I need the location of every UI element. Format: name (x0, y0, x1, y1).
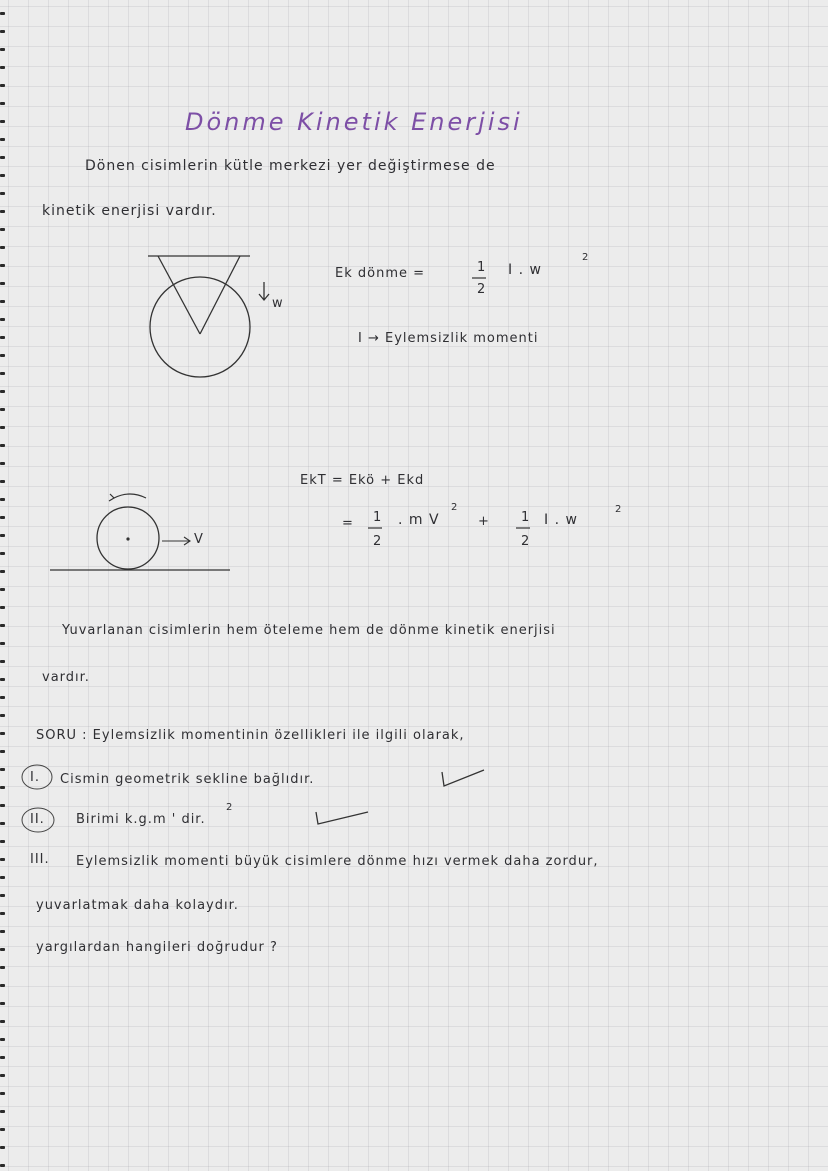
binding-hole (0, 174, 5, 177)
total-plus: + (478, 514, 490, 529)
item-2-number: II. (30, 812, 45, 827)
binding-hole (0, 246, 5, 249)
binding-hole (0, 1092, 5, 1095)
total-term2: I . w (544, 512, 578, 528)
item-2-text: Birimi k.g.m ' dir. (76, 812, 206, 827)
term2-exp: 2 (615, 504, 623, 515)
intro-line-2: kinetik enerjisi vardır. (42, 203, 217, 219)
formula-exp: 2 (582, 252, 590, 263)
item-1-text: Cismin geometrik sekline bağlıdır. (60, 772, 315, 787)
item-1-circle (20, 763, 54, 791)
binding-hole (0, 48, 5, 51)
term2-den: 2 (521, 534, 531, 549)
binding-hole (0, 66, 5, 69)
binding-hole (0, 804, 5, 807)
fraction-bar (472, 276, 488, 280)
binding-hole (0, 1128, 5, 1131)
binding-hole (0, 354, 5, 357)
binding-hole (0, 930, 5, 933)
binding-hole (0, 588, 5, 591)
velocity-label: V (194, 532, 204, 547)
binding-hole (0, 1020, 5, 1023)
binding-hole (0, 156, 5, 159)
term2-num: 1 (521, 510, 531, 525)
binding-hole (0, 822, 5, 825)
binding-hole (0, 912, 5, 915)
rolling-line-1: Yuvarlanan cisimlerin hem öteleme hem de dönme kinetik enerjisi (62, 623, 556, 638)
binding-hole (0, 678, 5, 681)
formula-rot-rhs: I . w (508, 262, 542, 278)
question-intro: SORU : Eylemsizlik momentinin özellikleri ile ilgili olarak, (36, 728, 465, 743)
binding-hole (0, 282, 5, 285)
binding-hole (0, 624, 5, 627)
total-term1: . m V (398, 512, 440, 528)
binding-hole (0, 768, 5, 771)
binding-hole (0, 1074, 5, 1077)
binding-hole (0, 516, 5, 519)
binding-hole (0, 408, 5, 411)
binding-hole (0, 606, 5, 609)
binding-hole (0, 696, 5, 699)
binding-hole (0, 120, 5, 123)
question-ending: yargılardan hangileri doğrudur ? (36, 940, 278, 955)
binding-hole (0, 12, 5, 15)
binding-hole (0, 228, 5, 231)
term1-den: 2 (373, 534, 383, 549)
binding-hole (0, 1038, 5, 1041)
term1-fraction-bar (368, 526, 384, 530)
binding-hole (0, 1110, 5, 1113)
binding-hole (0, 966, 5, 969)
term2-fraction-bar (516, 526, 532, 530)
binding-hole (0, 318, 5, 321)
binding-hole (0, 498, 5, 501)
binding-hole (0, 30, 5, 33)
item-3-continuation: yuvarlatmak daha kolaydır. (36, 898, 239, 913)
term1-num: 1 (373, 510, 383, 525)
rolling-line-2: vardır. (42, 670, 90, 685)
binding-hole (0, 390, 5, 393)
binding-hole (0, 876, 5, 879)
binding-holes (0, 0, 10, 1171)
total-eq-sign: = (342, 516, 354, 531)
intro-line-1: Dönen cisimlerin kütle merkezi yer değiştirmese de (85, 158, 496, 174)
binding-hole (0, 714, 5, 717)
item-2-exp: 2 (226, 802, 234, 813)
binding-hole (0, 732, 5, 735)
binding-hole (0, 462, 5, 465)
formula-rot-lhs: Ek dönme = (335, 266, 426, 281)
binding-hole (0, 264, 5, 267)
binding-hole (0, 444, 5, 447)
formula-half-den: 2 (477, 282, 487, 297)
item-3-text: Eylemsizlik momenti büyük cisimlere dönme hızı vermek daha zordur, (76, 854, 599, 869)
binding-hole (0, 300, 5, 303)
page-title: Dönme Kinetik Enerjisi (185, 108, 523, 136)
binding-hole (0, 840, 5, 843)
item-2-checkmark (312, 808, 372, 830)
binding-hole (0, 480, 5, 483)
binding-hole (0, 948, 5, 951)
item-1-checkmark (440, 768, 486, 790)
binding-hole (0, 642, 5, 645)
formula-half-num: 1 (477, 260, 487, 275)
term1-exp: 2 (451, 502, 459, 513)
item-3-number: III. (30, 852, 50, 867)
binding-hole (0, 1146, 5, 1149)
binding-hole (0, 1056, 5, 1059)
binding-hole (0, 336, 5, 339)
binding-hole (0, 858, 5, 861)
binding-hole (0, 102, 5, 105)
inertia-definition: I → Eylemsizlik momenti (358, 331, 539, 346)
binding-hole (0, 786, 5, 789)
binding-hole (0, 426, 5, 429)
binding-hole (0, 660, 5, 663)
binding-hole (0, 894, 5, 897)
binding-hole (0, 534, 5, 537)
binding-hole (0, 192, 5, 195)
omega-label: w (272, 296, 284, 311)
binding-hole (0, 84, 5, 87)
item-2-circle (20, 805, 56, 835)
binding-hole (0, 552, 5, 555)
total-energy-lhs: EkT = Ekö + Ekd (300, 473, 425, 488)
binding-hole (0, 984, 5, 987)
binding-hole (0, 372, 5, 375)
binding-hole (0, 138, 5, 141)
item-1-number: I. (30, 770, 40, 785)
binding-hole (0, 210, 5, 213)
binding-hole (0, 1002, 5, 1005)
binding-hole (0, 570, 5, 573)
binding-hole (0, 1164, 5, 1167)
rotating-body-diagram (140, 252, 300, 382)
binding-hole (0, 750, 5, 753)
